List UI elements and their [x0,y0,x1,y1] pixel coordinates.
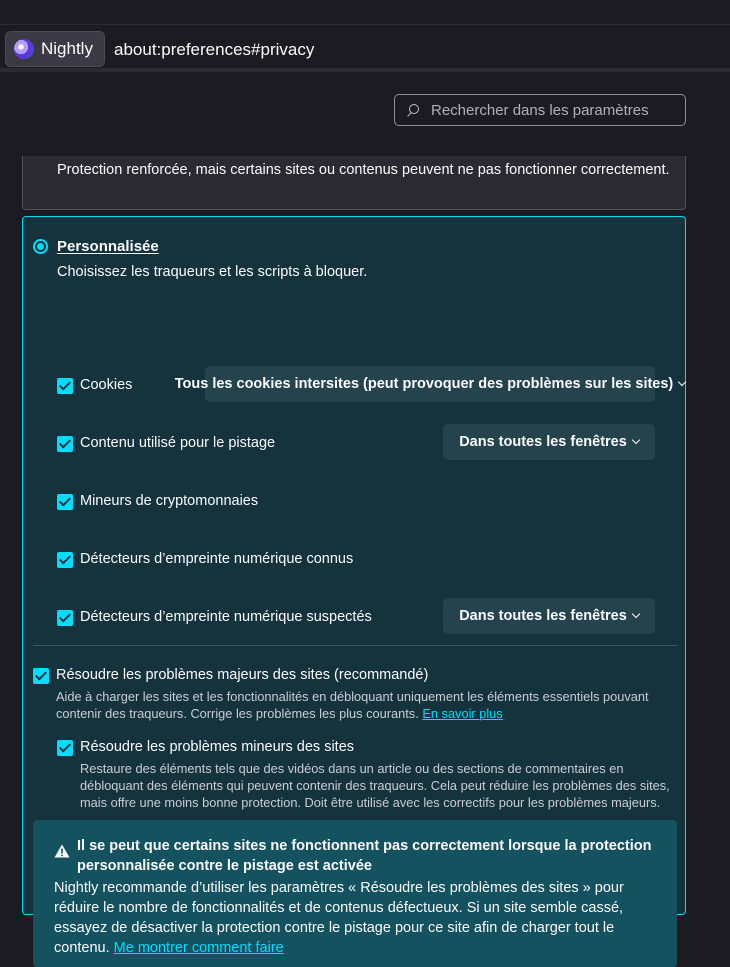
warning-title: Il se peut que certains sites ne fonctionnent pas correctement lorsque la protection personnalisée contre le pistage est activée [77,838,652,874]
tracking-content-label: Contenu utilisé pour le pistage [80,435,276,451]
minor-fix-label: Résoudre les problèmes mineurs des sites [80,739,355,755]
major-fix-description [56,688,666,722]
identity-label: Nightly [41,39,93,58]
cookies-checkbox[interactable] [57,378,73,394]
warning-icon [54,844,70,858]
strict-description: Protection renforcée, mais certains sites ou contenus peuvent ne pas fonctionner correctement. [57,162,670,178]
search-input[interactable] [394,94,686,126]
suspected-fingerprinters-dropdown[interactable] [443,598,655,634]
major-fix-label: Résoudre les problèmes majeurs des sites (recommandé) [56,667,429,683]
suspected-fingerprinters-label: Détecteurs d’empreinte numérique suspectés [80,609,372,625]
custom-description: Choisissez les traqueurs et les scripts à bloquer. [57,264,368,280]
tracking-content-dropdown[interactable] [443,424,655,460]
search-placeholder: Rechercher dans les paramètres [431,101,649,119]
minor-fix-checkbox[interactable] [57,740,73,756]
major-fix-checkbox[interactable] [33,668,49,684]
custom-protection-card [22,216,686,956]
cookies-dropdown-value: Tous les cookies intersites (peut provoquer des problèmes sur les sites) [174,376,674,392]
suspected-fingerprinters-dropdown-value: Dans toutes les fenêtres [459,608,627,624]
cookies-label: Cookies [80,377,133,393]
chevron-down-icon [678,378,686,386]
search-icon [407,104,419,116]
warning-body-text: Nightly recommande d’utiliser les paramètres « Résoudre les problèmes des sites » pour réduire le nombre de fonctionnalités et de contenus défectueux. Si un site semble cassé, essayez de désactiver la protection contre le pistage pour ce site afin de charger tout le contenu. [54,880,624,956]
section-divider [33,645,677,646]
learn-more-link[interactable]: En savoir plus [422,706,503,721]
strict-protection-card[interactable] [22,156,686,210]
custom-title: Personnalisée [57,238,159,255]
cookies-dropdown[interactable] [174,366,674,402]
known-fingerprinters-checkbox[interactable] [57,552,73,568]
cryptominers-checkbox[interactable] [57,494,73,510]
preferences-content [0,72,730,956]
chevron-down-icon [632,610,640,618]
tracking-content-checkbox[interactable] [57,436,73,452]
minor-fix-description: Restaure des éléments tels que des vidéos dans un article ou des sections de commentaires en débloquant des éléments qui peuvent contenir des traqueurs. Cela peut réduire les problèmes des sites, mais offre une moins bonne protection. Doit être utilisé avec les correctifs pour les problèmes majeurs. [80,761,670,810]
url-input[interactable]: about:preferences#privacy [114,40,315,59]
identity-button[interactable] [5,31,105,67]
warning-body [54,878,664,958]
url-bar [0,24,730,70]
suspected-fingerprinters-checkbox[interactable] [57,610,73,626]
tracking-content-dropdown-value: Dans toutes les fenêtres [459,434,627,450]
nightly-logo-icon [14,39,34,59]
show-me-how-link[interactable]: Me montrer comment faire [113,940,284,956]
custom-radio[interactable] [33,239,48,254]
major-fix-description-text: Aide à charger les sites et les fonctionnalités en débloquant uniquement les éléments essentiels pouvant contenir des traqueurs. Corrige les problèmes les plus courants. [56,689,649,721]
tab-strip [0,0,730,22]
custom-warning-box [33,820,677,967]
known-fingerprinters-label: Détecteurs d’empreinte numérique connus [80,551,354,567]
cryptominers-label: Mineurs de cryptomonnaies [80,493,259,509]
chevron-down-icon [632,436,640,444]
